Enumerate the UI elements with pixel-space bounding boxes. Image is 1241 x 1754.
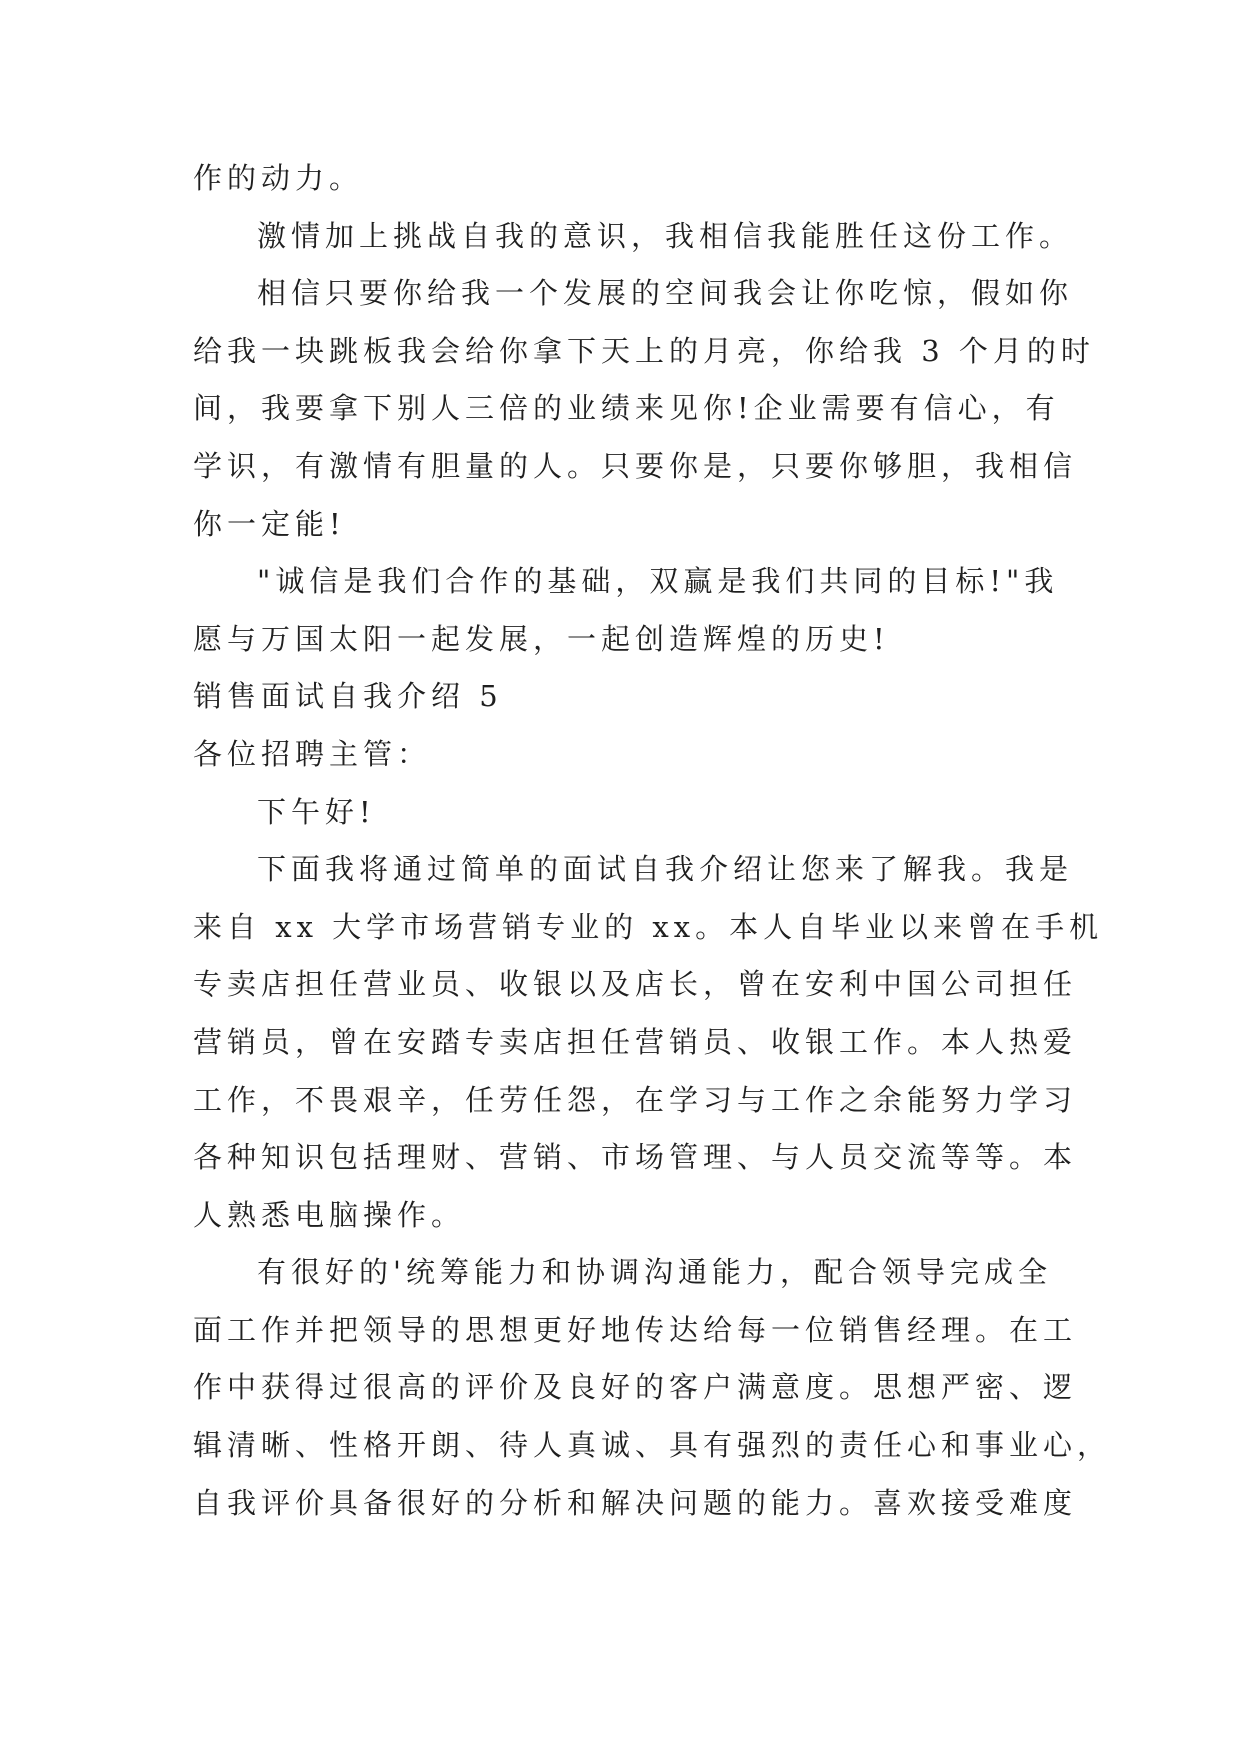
text-line: 工作，不畏艰辛，任劳任怨，在学习与工作之余能努力学习 <box>193 1082 1078 1117</box>
text-line: 愿与万国太阳一起发展，一起创造辉煌的历史! <box>193 621 890 656</box>
text-line: 给我一块跳板我会给你拿下天上的月亮，你给我 3 个月的时 <box>193 333 1095 368</box>
text-line: 各种知识包括理财、营销、市场管理、与人员交流等等。本 <box>193 1140 1078 1175</box>
text-line: 营销员，曾在安踏专卖店担任营销员、收银工作。本人热爱 <box>193 1024 1078 1059</box>
text-line: 激情加上挑战自我的意识，我相信我能胜任这份工作。 <box>257 218 1074 253</box>
text-line: 自我评价具备很好的分析和解决问题的能力。喜欢接受难度 <box>193 1485 1078 1520</box>
text-line: 作的动力。 <box>193 161 364 195</box>
document-body <box>193 150 1112 1532</box>
text-line: 作中获得过很高的评价及良好的客户满意度。思想严密、逻 <box>193 1370 1078 1405</box>
text-line: 间，我要拿下别人三倍的业绩来见你!企业需要有信心，有 <box>193 391 1060 426</box>
text-line: 下面我将通过简单的面试自我介绍让您来了解我。我是 <box>257 852 1074 887</box>
greeting: 下午好! <box>257 794 376 829</box>
text-line: 你一定能! <box>193 506 346 541</box>
text-line: 有很好的'统筹能力和协调沟通能力，配合领导完成全 <box>257 1255 1052 1290</box>
section-heading: 销售面试自我介绍 5 <box>193 679 503 714</box>
text-line: 专卖店担任营业员、收银以及店长，曾在安利中国公司担任 <box>193 967 1078 1002</box>
text-line: "诚信是我们合作的基础，双赢是我们共同的目标!"我 <box>257 564 1059 599</box>
text-line: 学识，有激情有胆量的人。只要你是，只要你够胆，我相信 <box>193 448 1078 483</box>
text-line: 人熟悉电脑操作。 <box>193 1197 466 1232</box>
text-line: 面工作并把领导的思想更好地传达给每一位销售经理。在工 <box>193 1312 1078 1347</box>
text-line: 辑清晰、性格开朗、待人真诚、具有强烈的责任心和事业心， <box>193 1428 1112 1463</box>
text-line: 来自 xx 大学市场营销专业的 xx。本人自毕业以来曾在手机 <box>193 909 1104 944</box>
salutation: 各位招聘主管： <box>193 736 432 771</box>
text-line: 相信只要你给我一个发展的空间我会让你吃惊，假如你 <box>257 276 1074 311</box>
